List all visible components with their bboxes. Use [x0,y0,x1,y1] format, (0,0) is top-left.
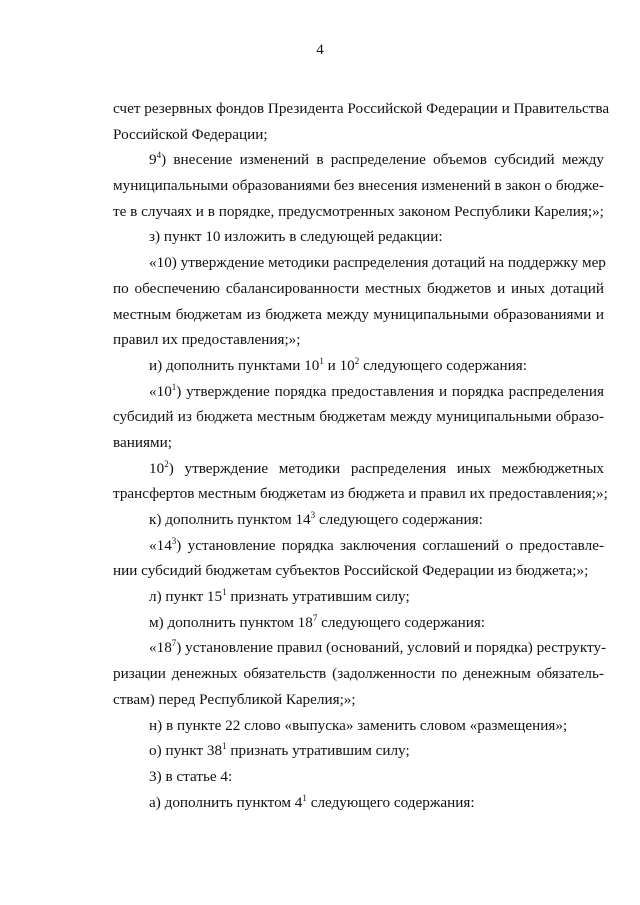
text-run: з) пункт 10 изложить в следующей редакции: [149,228,443,246]
superscript: 3 [310,510,316,520]
text-run: о) пункт 38 [149,742,223,760]
text-line [113,661,604,687]
text-run: муниципальными образованиями без внесения изменений в закон о бюдже- [113,177,604,195]
text-line [113,738,604,764]
text-line [113,173,604,199]
text-line [113,276,604,302]
text-run: ) внесение изменений в распределение объемов субсидий между [161,151,604,169]
text-run: м) дополнить пунктом 18 [149,613,313,631]
text-run: правил их предоставления;»; [113,331,301,349]
text-run: 3) в статье 4: [149,767,233,785]
text-run: к) дополнить пунктом 14 [149,511,311,528]
page-number: 4 [316,42,324,58]
text-line [113,122,604,148]
text-run: нии субсидий бюджетам субъектов Российской Федерации из бюджета;»; [113,562,589,580]
text-run: и 10 [323,356,355,374]
text-run: а) дополнить пунктом 4 [149,793,303,811]
text-run: «14 [149,536,172,554]
text-line [113,404,604,430]
text-run: 9 [149,151,157,169]
text-line [113,456,604,482]
text-run: «10) утверждение методики распределения дотаций на поддержку мер [149,254,606,272]
text-run: следующего содержания: [317,613,486,631]
text-run: местным бюджетам из бюджета между муниципальными образованиями и [113,305,604,323]
superscript: 1 [171,381,177,392]
text-line [113,790,604,816]
text-run: ) установление порядка заключения соглашений о предоставле- [176,536,604,554]
superscript: 3 [171,535,177,546]
text-line [113,224,604,250]
text-run: ) утверждение методики распределения иных межбюджетных [168,459,604,477]
text-run: признать утратившим силу; [226,588,410,606]
text-line [113,353,604,379]
text-line [113,687,604,713]
superscript: 4 [156,150,162,161]
text-line [113,379,604,405]
text-run: следующего содержания: [315,511,483,528]
text-run: л) пункт 15 [149,588,223,606]
text-line [113,430,604,456]
text-run: «18 [149,639,172,657]
text-run: «10 [149,382,172,400]
text-run: субсидий из бюджета местным бюджетам между муниципальными образо- [113,408,604,426]
text-run: ) установление правил (оснований, условий и порядка) реструкту- [176,639,607,657]
text-run: по обеспечению сбалансированности местных бюджетов и иных дотаций [113,279,604,297]
text-run: и) дополнить пунктами 10 [149,356,320,374]
text-line [113,764,604,790]
text-line [113,635,607,661]
superscript: 7 [171,638,177,649]
text-run: счет резервных фондов Президента Российской Федерации и Правительства [113,100,610,117]
text-line [113,199,604,225]
text-line [113,558,604,584]
text-run: Российской Федерации; [113,125,268,143]
superscript: 1 [222,741,227,752]
text-run: ) утверждение порядка предоставления и порядка распределения [176,382,604,400]
text-run: следующего содержания: [359,356,527,374]
text-line [113,610,604,636]
text-line [113,147,604,173]
text-run: признать утратившим силу; [226,742,410,760]
document-body [113,96,610,815]
text-line [113,507,604,533]
text-line [113,96,610,122]
superscript: 2 [354,355,360,366]
text-line [113,327,604,353]
text-line [113,584,604,610]
text-line [113,533,604,559]
text-run: следующего содержания: [306,793,475,811]
text-run: н) в пункте 22 слово «выпуска» заменить словом «размещения»; [149,716,568,734]
text-run: ваниями; [113,433,172,451]
text-run: ризации денежных обязательств (задолженности по денежным обязатель- [113,665,604,683]
text-line [113,302,604,328]
superscript: 1 [319,355,324,366]
text-run: те в случаях и в порядке, предусмотренных законом Республики Карелия;»; [113,202,604,220]
superscript: 7 [312,612,318,623]
text-line [113,250,604,276]
superscript: 1 [302,792,307,803]
text-line [113,481,608,507]
text-run: 10 [149,459,165,477]
text-run: трансфертов местным бюджетам из бюджета и правил их предоставления;»; [113,485,608,503]
text-line [113,713,604,739]
superscript: 1 [222,587,227,598]
superscript: 2 [164,458,169,469]
text-run: ствам) перед Республикой Карелия;»; [113,690,356,708]
